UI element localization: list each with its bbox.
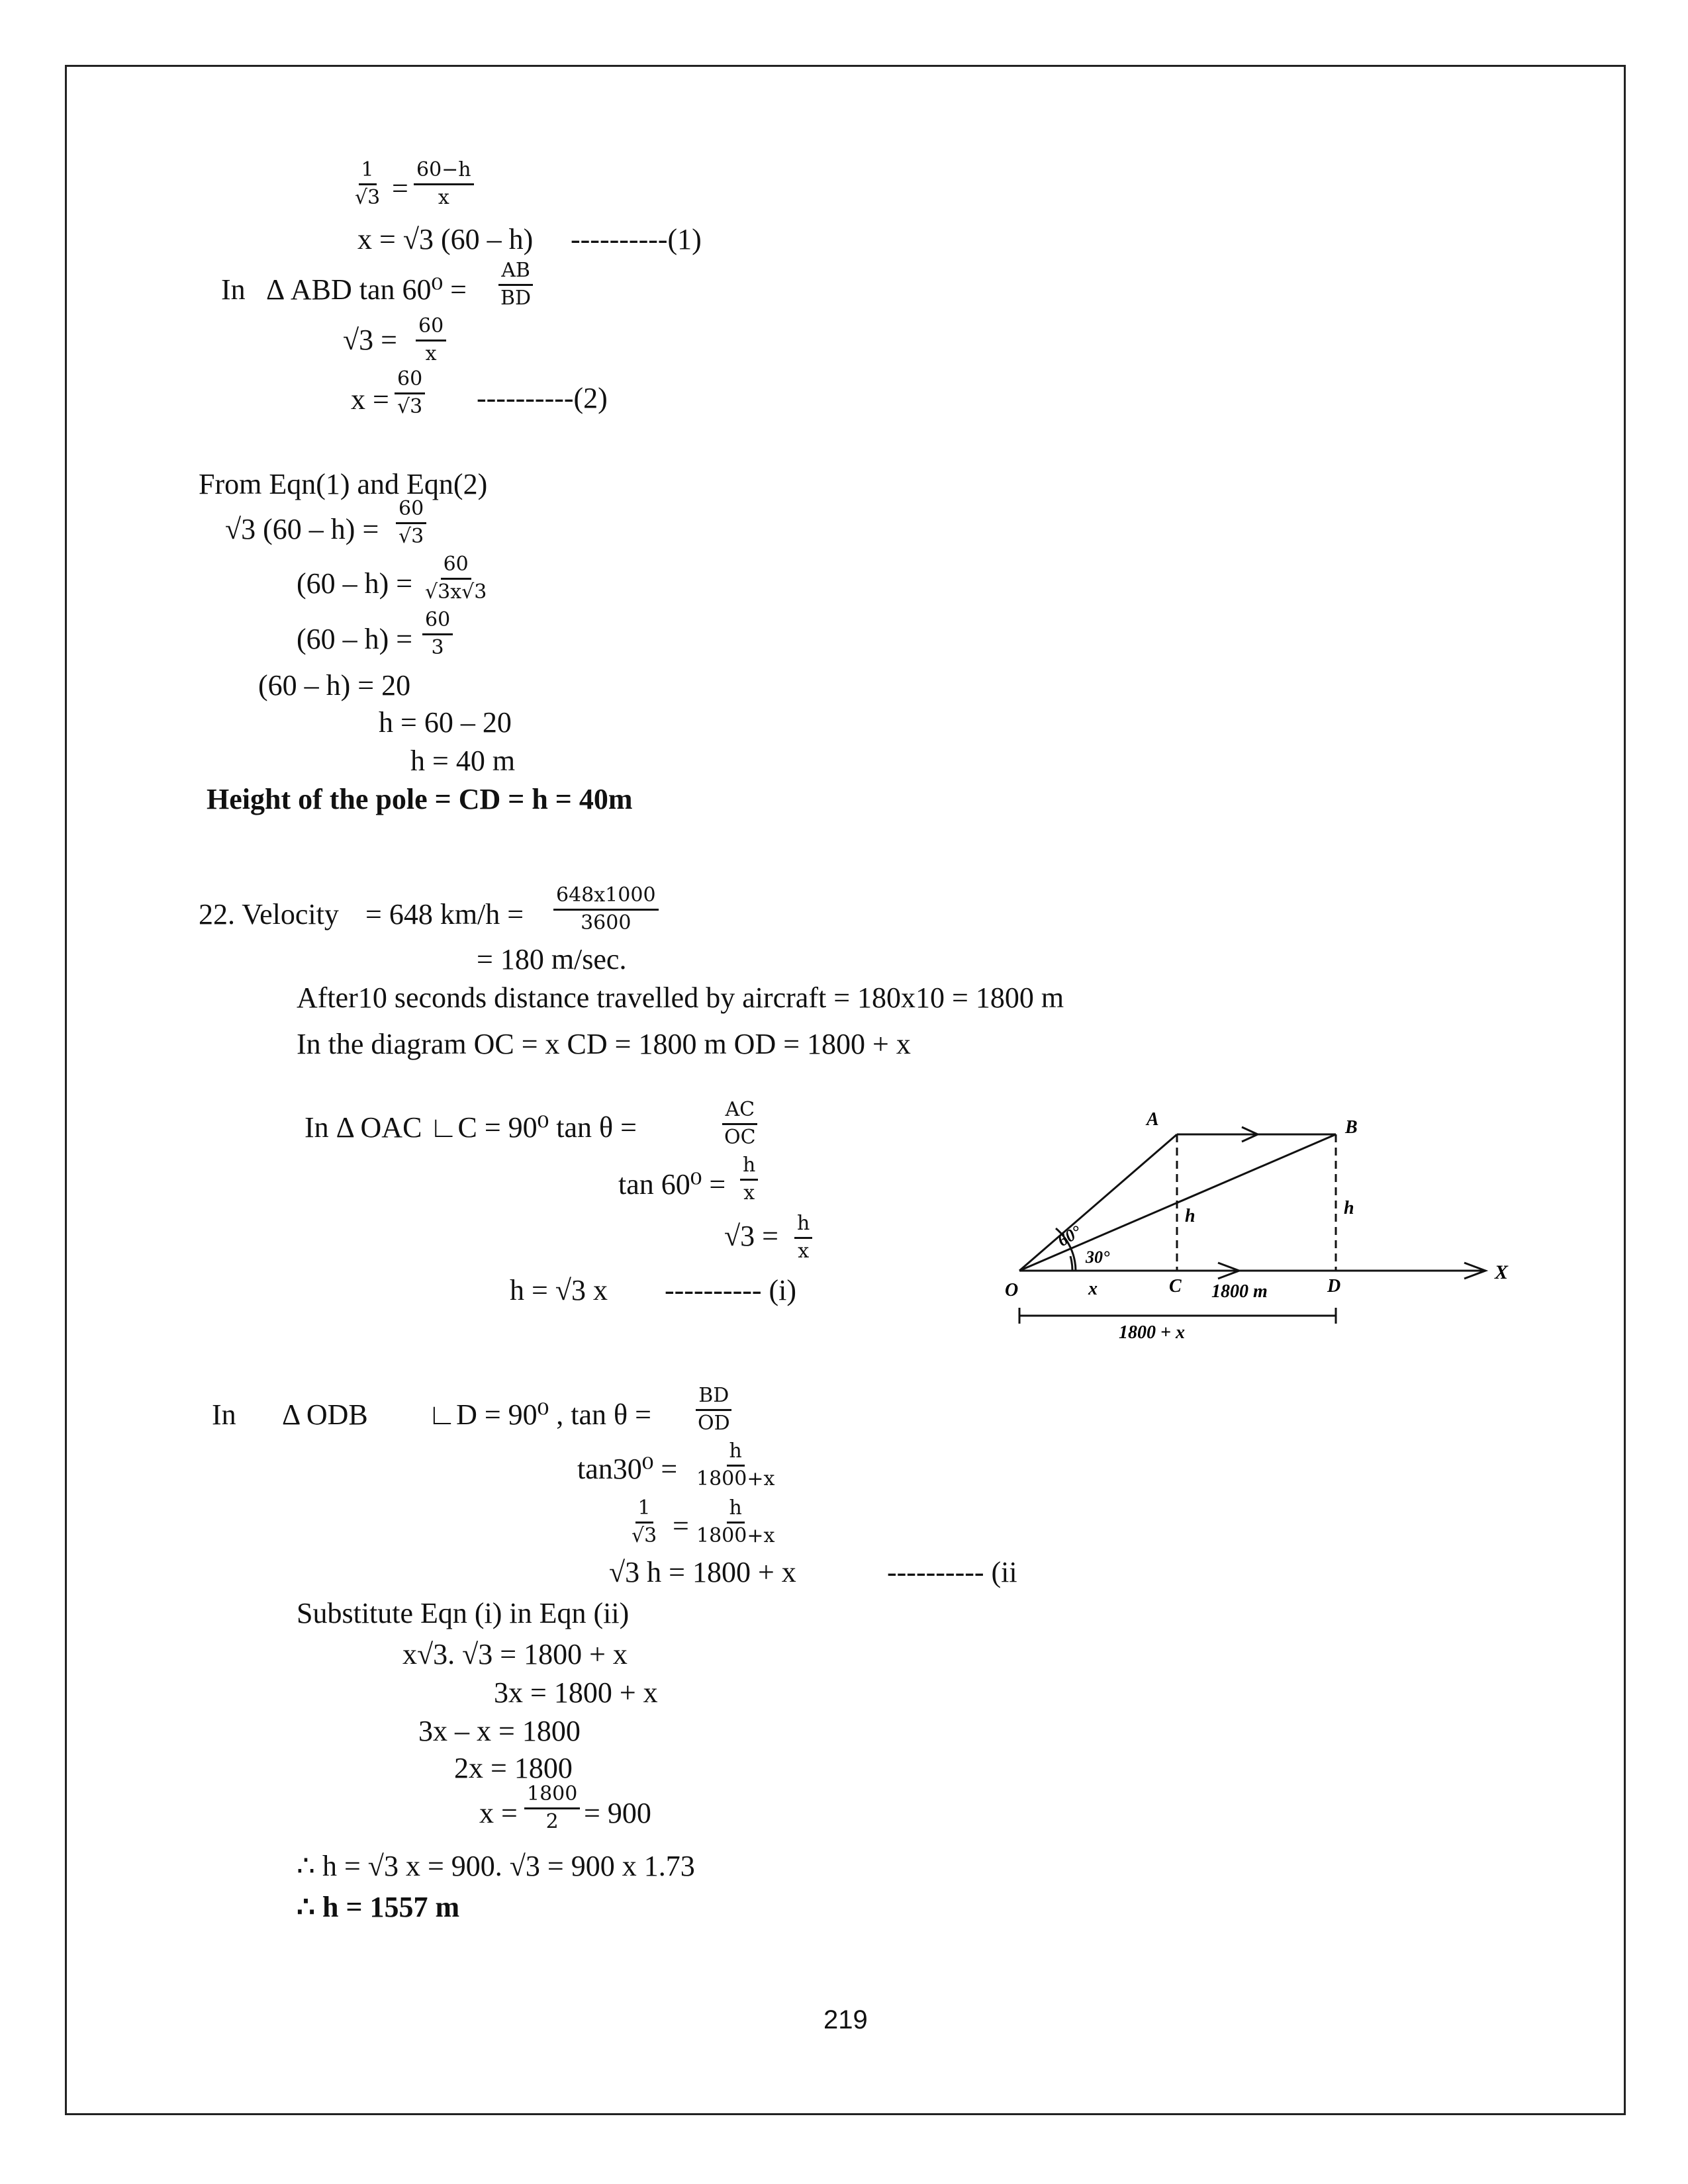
numerator: 60 — [416, 315, 446, 341]
x-equals: x = — [351, 383, 389, 416]
step-3: (60 – h) = — [297, 623, 413, 655]
numerator: AB — [498, 259, 533, 286]
denominator: √3 — [355, 185, 381, 209]
denominator: x — [438, 185, 449, 209]
fraction-60-over-root3 — [395, 368, 425, 418]
label-x: x — [1088, 1279, 1098, 1299]
in-label: In — [221, 273, 246, 306]
denominator: √3x√3 — [425, 580, 487, 604]
equation-tag-1: ----------(1) — [571, 223, 702, 255]
line-2: 3x = 1800 + x — [494, 1676, 658, 1709]
denominator: √3 — [399, 524, 424, 548]
fraction-60-over-3 — [422, 609, 453, 659]
fraction-h-over-1800-plus-x — [694, 1497, 777, 1547]
fraction-ab-over-bd — [498, 259, 534, 310]
label-1800m: 1800 m — [1211, 1281, 1268, 1302]
step-1: √3 (60 – h) = — [225, 513, 379, 545]
numerator: 648x1000 — [553, 884, 659, 911]
denominator: 3600 — [581, 911, 632, 934]
line-6: ∴ h = √3 x = 900. √3 = 900 x 1.73 — [297, 1850, 695, 1882]
speed-result: = 180 m/sec. — [477, 943, 627, 976]
label-h-bd: h — [1344, 1198, 1354, 1218]
fraction-bd-over-od — [695, 1385, 733, 1435]
equation-h-i: h = √3 x — [510, 1274, 608, 1306]
fraction-h-over-x — [740, 1154, 758, 1205]
equals-sign: = — [673, 1510, 689, 1542]
angle-30-arc — [1070, 1256, 1072, 1271]
page-number: 219 — [823, 2005, 868, 2034]
step-2: (60 – h) = — [297, 567, 413, 600]
line-3: 3x – x = 1800 — [418, 1715, 581, 1747]
fraction-60-minus-h-over-x — [414, 159, 474, 209]
fraction-60-over-root3-x-root3 — [422, 553, 489, 604]
label-angle-30: 30° — [1086, 1248, 1110, 1267]
numerator: h — [740, 1154, 758, 1181]
fraction-60-over-x — [416, 315, 446, 365]
numerator: 1800 — [524, 1783, 580, 1809]
step-5: h = 60 – 20 — [379, 706, 512, 739]
numerator: h — [727, 1497, 745, 1524]
denominator: 3 — [431, 635, 444, 659]
denominator: √3 — [397, 394, 423, 418]
velocity-equation: = 648 km/h = — [365, 898, 524, 931]
sqrt3-equals: √3 = — [343, 324, 397, 356]
triangle-oac-line: In Δ OAC ∟C = 90⁰ tan θ = — [305, 1111, 637, 1144]
denominator: x — [425, 341, 437, 365]
numerator: 60 — [395, 368, 425, 394]
equation-root3-h: √3 h = 1800 + x — [609, 1556, 796, 1588]
fraction-648x1000-over-3600 — [553, 884, 659, 934]
line-4: 2x = 1800 — [454, 1752, 573, 1784]
fraction-ac-over-oc — [722, 1099, 759, 1149]
aircraft-elevation-diagram — [993, 1105, 1536, 1350]
label-angle-60: 60° — [1054, 1221, 1085, 1251]
height-conclusion: Height of the pole = CD = h = 40m — [207, 783, 633, 815]
numerator: h — [794, 1212, 812, 1239]
numerator: 60 — [441, 553, 471, 580]
label-x-axis: X — [1495, 1261, 1509, 1283]
diagram-definitions: In the diagram OC = x CD = 1800 m OD = 1800 + x — [297, 1028, 911, 1060]
numerator: 1 — [635, 1497, 653, 1524]
label-o: O — [1005, 1280, 1019, 1300]
fraction-1800-over-2 — [524, 1783, 580, 1833]
denominator: √3 — [632, 1524, 657, 1547]
label-h-ac: h — [1185, 1206, 1196, 1226]
triangle-abd-line: Δ ABD tan 60⁰ = — [266, 273, 467, 306]
in-label: In — [212, 1398, 236, 1431]
line-1: x√3. √3 = 1800 + x — [402, 1638, 628, 1670]
denominator: 1800+x — [696, 1524, 775, 1547]
numerator: 60 — [396, 498, 426, 524]
denominator: x — [743, 1181, 755, 1205]
question-22-label: 22. Velocity — [199, 898, 339, 931]
sqrt3-equals: √3 = — [724, 1220, 778, 1252]
equals-sign: = — [392, 172, 408, 205]
label-1800-plus-x: 1800 + x — [1119, 1322, 1185, 1343]
fraction-h-over-x — [794, 1212, 812, 1263]
equals-900: = 900 — [584, 1797, 651, 1829]
label-a: A — [1147, 1109, 1159, 1130]
label-d: D — [1327, 1276, 1341, 1297]
label-c: C — [1169, 1276, 1182, 1297]
denominator: 2 — [545, 1809, 559, 1833]
tan-30-equals: tan30⁰ = — [577, 1453, 678, 1485]
denominator: OD — [698, 1411, 730, 1435]
equation-tag-2: ----------(2) — [477, 382, 608, 414]
substitute-text: Substitute Eqn (i) in Eqn (ii) — [297, 1597, 630, 1629]
denominator: BD — [500, 286, 532, 310]
angle-d-tan-theta: ∟D = 90⁰ , tan θ = — [428, 1398, 651, 1431]
fraction-1-over-root3 — [352, 159, 383, 209]
from-eqn-text: From Eqn(1) and Eqn(2) — [199, 468, 488, 500]
numerator: 1 — [359, 159, 377, 185]
label-b: B — [1345, 1117, 1358, 1138]
distance-after-10s: After10 seconds distance travelled by aircraft = 180x10 = 1800 m — [297, 981, 1064, 1014]
x-equals: x = — [479, 1797, 518, 1829]
fraction-60-over-root3 — [396, 498, 426, 548]
tan-60-equals: tan 60⁰ = — [618, 1168, 726, 1201]
numerator: AC — [722, 1099, 757, 1125]
equation-tag-ii: ---------- (ii — [887, 1556, 1017, 1588]
denominator: x — [798, 1239, 810, 1263]
fraction-1-over-root3 — [629, 1497, 659, 1547]
final-answer: ∴ h = 1557 m — [297, 1891, 460, 1923]
step-6: h = 40 m — [410, 745, 516, 777]
equation-tag-i: ---------- (i) — [665, 1274, 797, 1306]
numerator: 60 — [422, 609, 453, 635]
fraction-h-over-1800-plus-x — [694, 1440, 777, 1490]
page-border — [65, 65, 1626, 2115]
denominator: OC — [724, 1125, 756, 1149]
denominator: 1800+x — [696, 1467, 775, 1490]
numerator: BD — [696, 1385, 731, 1411]
numerator: h — [727, 1440, 745, 1467]
equation-x-1: x = √3 (60 – h) — [357, 223, 534, 255]
numerator: 60−h — [414, 159, 474, 185]
step-4: (60 – h) = 20 — [258, 669, 411, 702]
triangle-odb: Δ ODB — [282, 1398, 368, 1431]
